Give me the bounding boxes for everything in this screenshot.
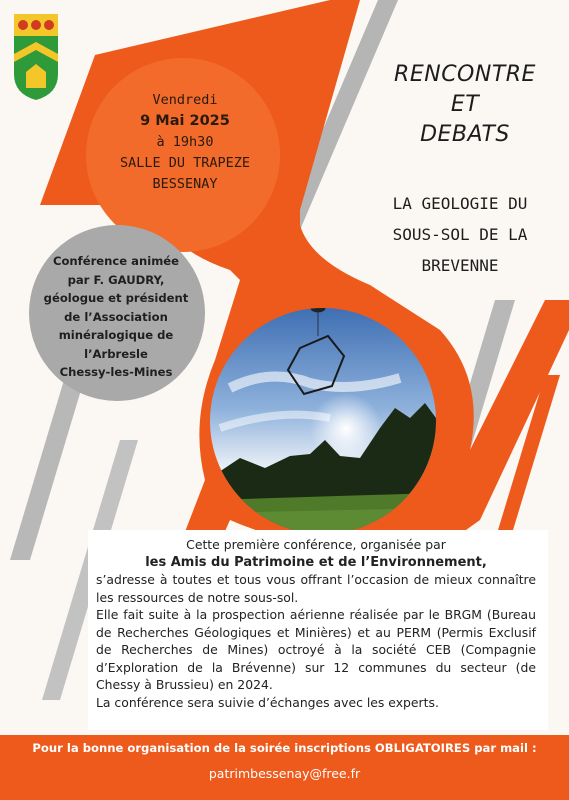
subtitle-line-1: LA GEOLOGIE DU [392, 194, 528, 213]
event-town: BESSENAY [152, 176, 218, 192]
speaker-line-2: par F. GAUDRY, [67, 272, 165, 287]
description-text [96, 536, 536, 711]
event-day: Vendredi [152, 92, 218, 108]
speaker-line-3: géologue et président [43, 291, 189, 305]
title-line-3: DEBATS [420, 122, 510, 147]
speaker-line-6: l’Arbresle [84, 346, 148, 361]
registration-notice: Pour la bonne organisation de la soirée inscriptions OBLIGATOIRES par mail : [32, 741, 537, 755]
title-line-2: ET [450, 92, 480, 117]
contact-email[interactable]: patrimbessenay@free.fr [208, 766, 361, 781]
coat-of-arms-icon [14, 14, 58, 100]
description-context: Elle fait suite à la prospection aérienne réalisée par le BRGM (Bureau de Recherches Géologiques et Minières) et au PERM (Permis Exclusif de Recherches de Mines) octroyé à la société CEB (Compagnie d’Exploration de la Brévenne) sur 12 communes du secteur (de Chessy à Brussieu) en 2024. [96, 607, 536, 692]
subtitle-line-2: SOUS-SOL DE LA [392, 225, 528, 244]
event-time: à 19h30 [156, 134, 214, 150]
helicopter-survey-photo [210, 308, 436, 534]
title-line-1: RENCONTRE [394, 62, 536, 87]
organizer-name: les Amis du Patrimoine et de l’Environnement, [145, 554, 487, 570]
description-purpose: s’adresse à toutes et tous vous offrant l’occasion de mieux connaître les ressources de notre sous-sol. [96, 572, 536, 605]
speaker-line-4: de l’Association [64, 309, 168, 324]
event-date: 9 Mai 2025 [140, 113, 230, 129]
speaker-line-7: Chessy-les-Mines [59, 365, 173, 379]
speaker-line-1: Conférence animée [52, 254, 180, 268]
event-venue: SALLE DU TRAPEZE [119, 155, 251, 171]
subtitle-line-3: BREVENNE [421, 256, 499, 275]
event-title [370, 60, 560, 150]
event-details [95, 90, 275, 195]
speaker-info [36, 252, 196, 382]
description-closing: La conférence sera suivie d’échanges avec les experts. [96, 694, 439, 710]
speaker-line-5: minéralogique de [58, 328, 174, 342]
event-subtitle [355, 188, 565, 281]
description-intro: Cette première conférence, organisée par [186, 537, 446, 552]
